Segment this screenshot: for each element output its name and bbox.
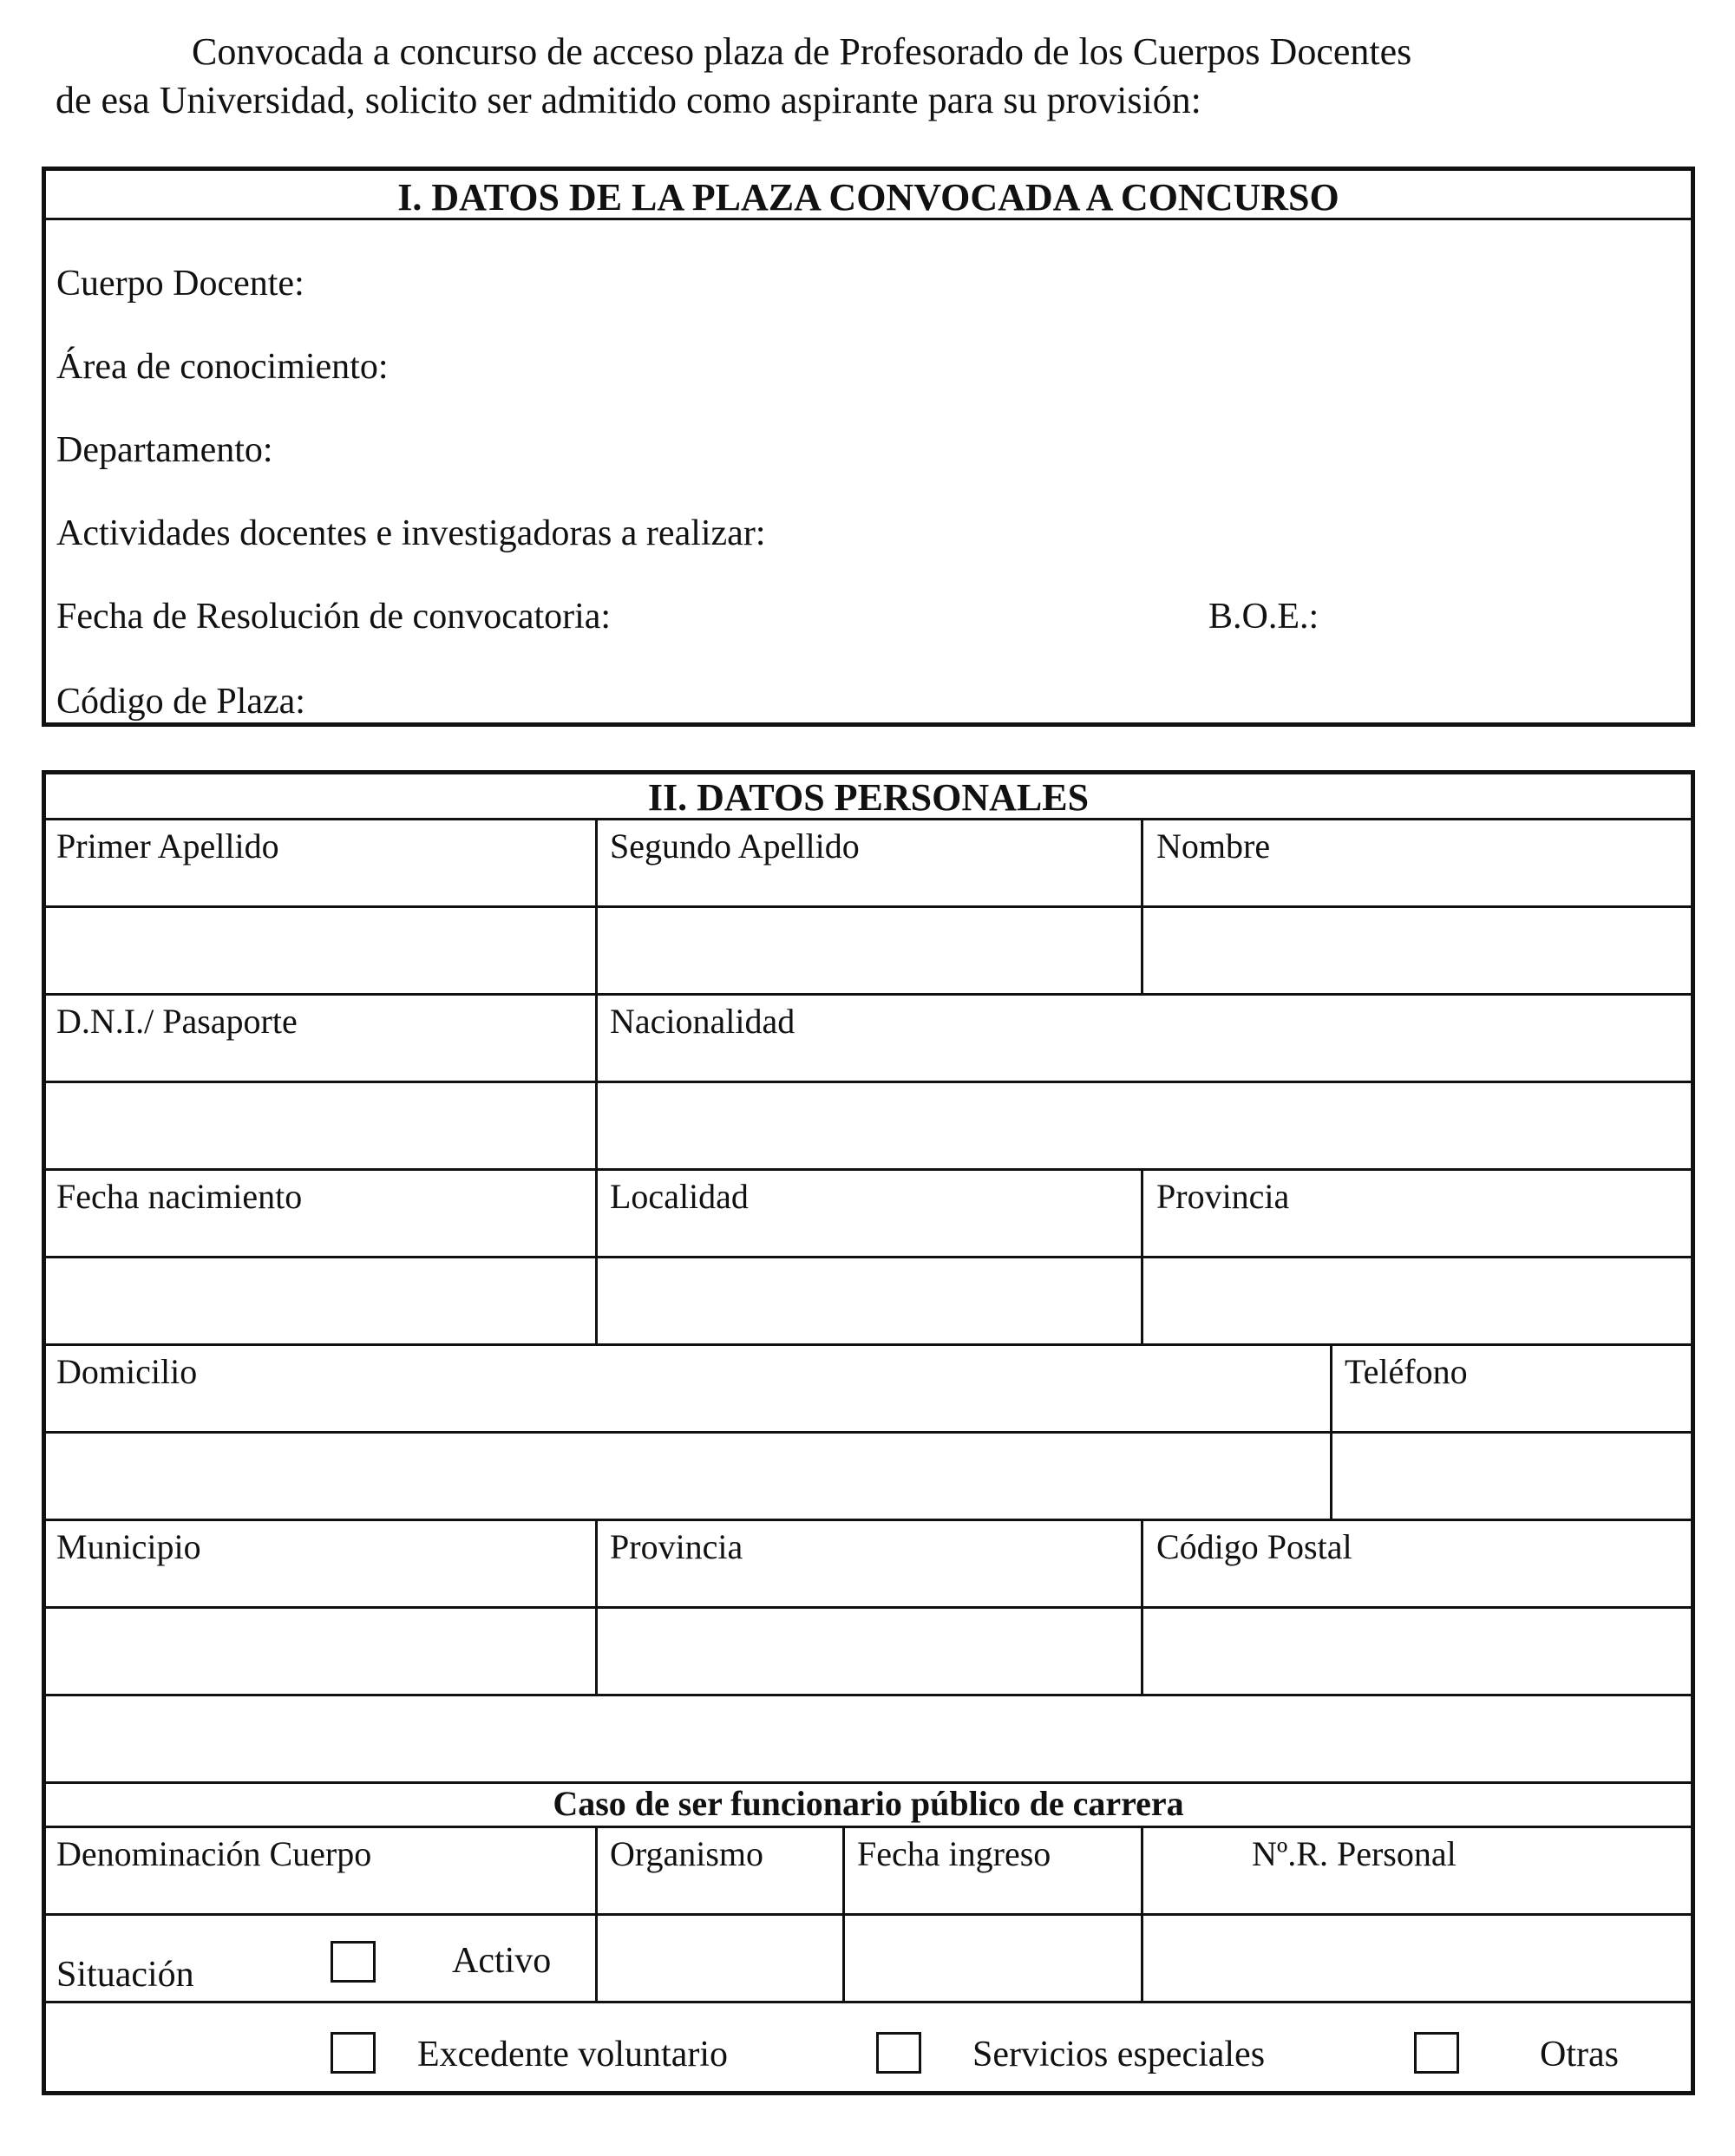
label-provincia-domicilio: Provincia <box>610 1527 743 1566</box>
section-personal-title: II. DATOS PERSONALES <box>647 776 1090 819</box>
section-plaza-box <box>42 167 1695 727</box>
grid-line <box>595 1826 598 2001</box>
grid-line <box>46 1694 1691 1696</box>
field-codigo-plaza: Código de Plaza: <box>56 682 305 722</box>
label-organismo: Organismo <box>610 1834 764 1873</box>
grid-line <box>46 1343 1691 1346</box>
grid-line <box>595 818 598 993</box>
grid-line <box>595 1519 598 1694</box>
label-municipio: Municipio <box>56 1527 201 1566</box>
intro-line-2: de esa Universidad, solicito ser admitido como aspirante para su provisión: <box>56 79 1201 121</box>
grid-line <box>46 1081 1691 1083</box>
field-boe: B.O.E.: <box>1208 597 1319 637</box>
label-nombre: Nombre <box>1156 826 1271 866</box>
grid-line <box>1141 1519 1143 1694</box>
grid-line <box>46 993 1691 996</box>
label-localidad: Localidad <box>610 1177 749 1216</box>
section-plaza-divider <box>46 218 1691 220</box>
grid-line <box>842 1826 845 2001</box>
label-denominacion-cuerpo: Denominación Cuerpo <box>56 1834 372 1873</box>
intro-line-1: Convocada a concurso de acceso plaza de Profesorado de los Cuerpos Docentes <box>192 30 1412 73</box>
grid-line <box>595 1168 598 1343</box>
grid-line <box>1141 1168 1143 1343</box>
label-domicilio: Domicilio <box>56 1352 198 1391</box>
grid-line <box>595 993 598 1168</box>
field-fecha-resolucion: Fecha de Resolución de convocatoria: <box>56 597 612 637</box>
grid-line <box>1141 1826 1143 2001</box>
label-telefono: Teléfono <box>1345 1352 1468 1391</box>
label-nro-personal: Nº.R. Personal <box>1252 1834 1457 1873</box>
field-area-conocimiento: Área de conocimiento: <box>56 347 389 387</box>
grid-line <box>46 1168 1691 1171</box>
grid-line <box>1141 818 1143 993</box>
label-codigo-postal: Código Postal <box>1156 1527 1352 1566</box>
label-segundo-apellido: Segundo Apellido <box>610 826 860 866</box>
grid-line <box>46 1826 1691 1828</box>
label-primer-apellido: Primer Apellido <box>56 826 279 866</box>
grid-line <box>46 1913 1691 1916</box>
label-fecha-ingreso: Fecha ingreso <box>857 1834 1051 1873</box>
grid-line <box>46 818 1691 820</box>
grid-line <box>46 1256 1691 1258</box>
field-departamento: Departamento: <box>56 430 273 470</box>
label-nacionalidad: Nacionalidad <box>610 1002 795 1041</box>
label-fecha-nacimiento: Fecha nacimiento <box>56 1177 303 1216</box>
section-plaza-title: I. DATOS DE LA PLAZA CONVOCADA A CONCURSO <box>397 176 1339 219</box>
grid-line <box>46 1606 1691 1609</box>
section-personal-box <box>42 770 1695 2095</box>
intro-paragraph <box>56 28 1686 125</box>
checkbox-otras[interactable] <box>1414 2032 1459 2074</box>
option-servicios-especiales: Servicios especiales <box>972 2035 1266 2074</box>
grid-line <box>46 1519 1691 1521</box>
checkbox-activo[interactable] <box>331 1941 376 1983</box>
option-activo: Activo <box>452 1941 552 1981</box>
label-situacion: Situación <box>56 1955 194 1995</box>
option-otras: Otras <box>1540 2035 1619 2074</box>
checkbox-excedente-voluntario[interactable] <box>331 2032 376 2074</box>
grid-line <box>46 905 1691 908</box>
option-excedente-voluntario: Excedente voluntario <box>417 2035 729 2074</box>
field-actividades: Actividades docentes e investigadoras a realizar: <box>56 513 766 553</box>
field-cuerpo-docente: Cuerpo Docente: <box>56 264 304 304</box>
label-dni-pasaporte: D.N.I./ Pasaporte <box>56 1002 298 1041</box>
grid-line <box>1330 1343 1332 1519</box>
funcionario-title: Caso de ser funcionario público de carrera <box>553 1784 1184 1823</box>
label-provincia-nacimiento: Provincia <box>1156 1177 1290 1216</box>
grid-line <box>46 2001 1691 2003</box>
checkbox-servicios-especiales[interactable] <box>876 2032 921 2074</box>
grid-line <box>46 1431 1691 1434</box>
